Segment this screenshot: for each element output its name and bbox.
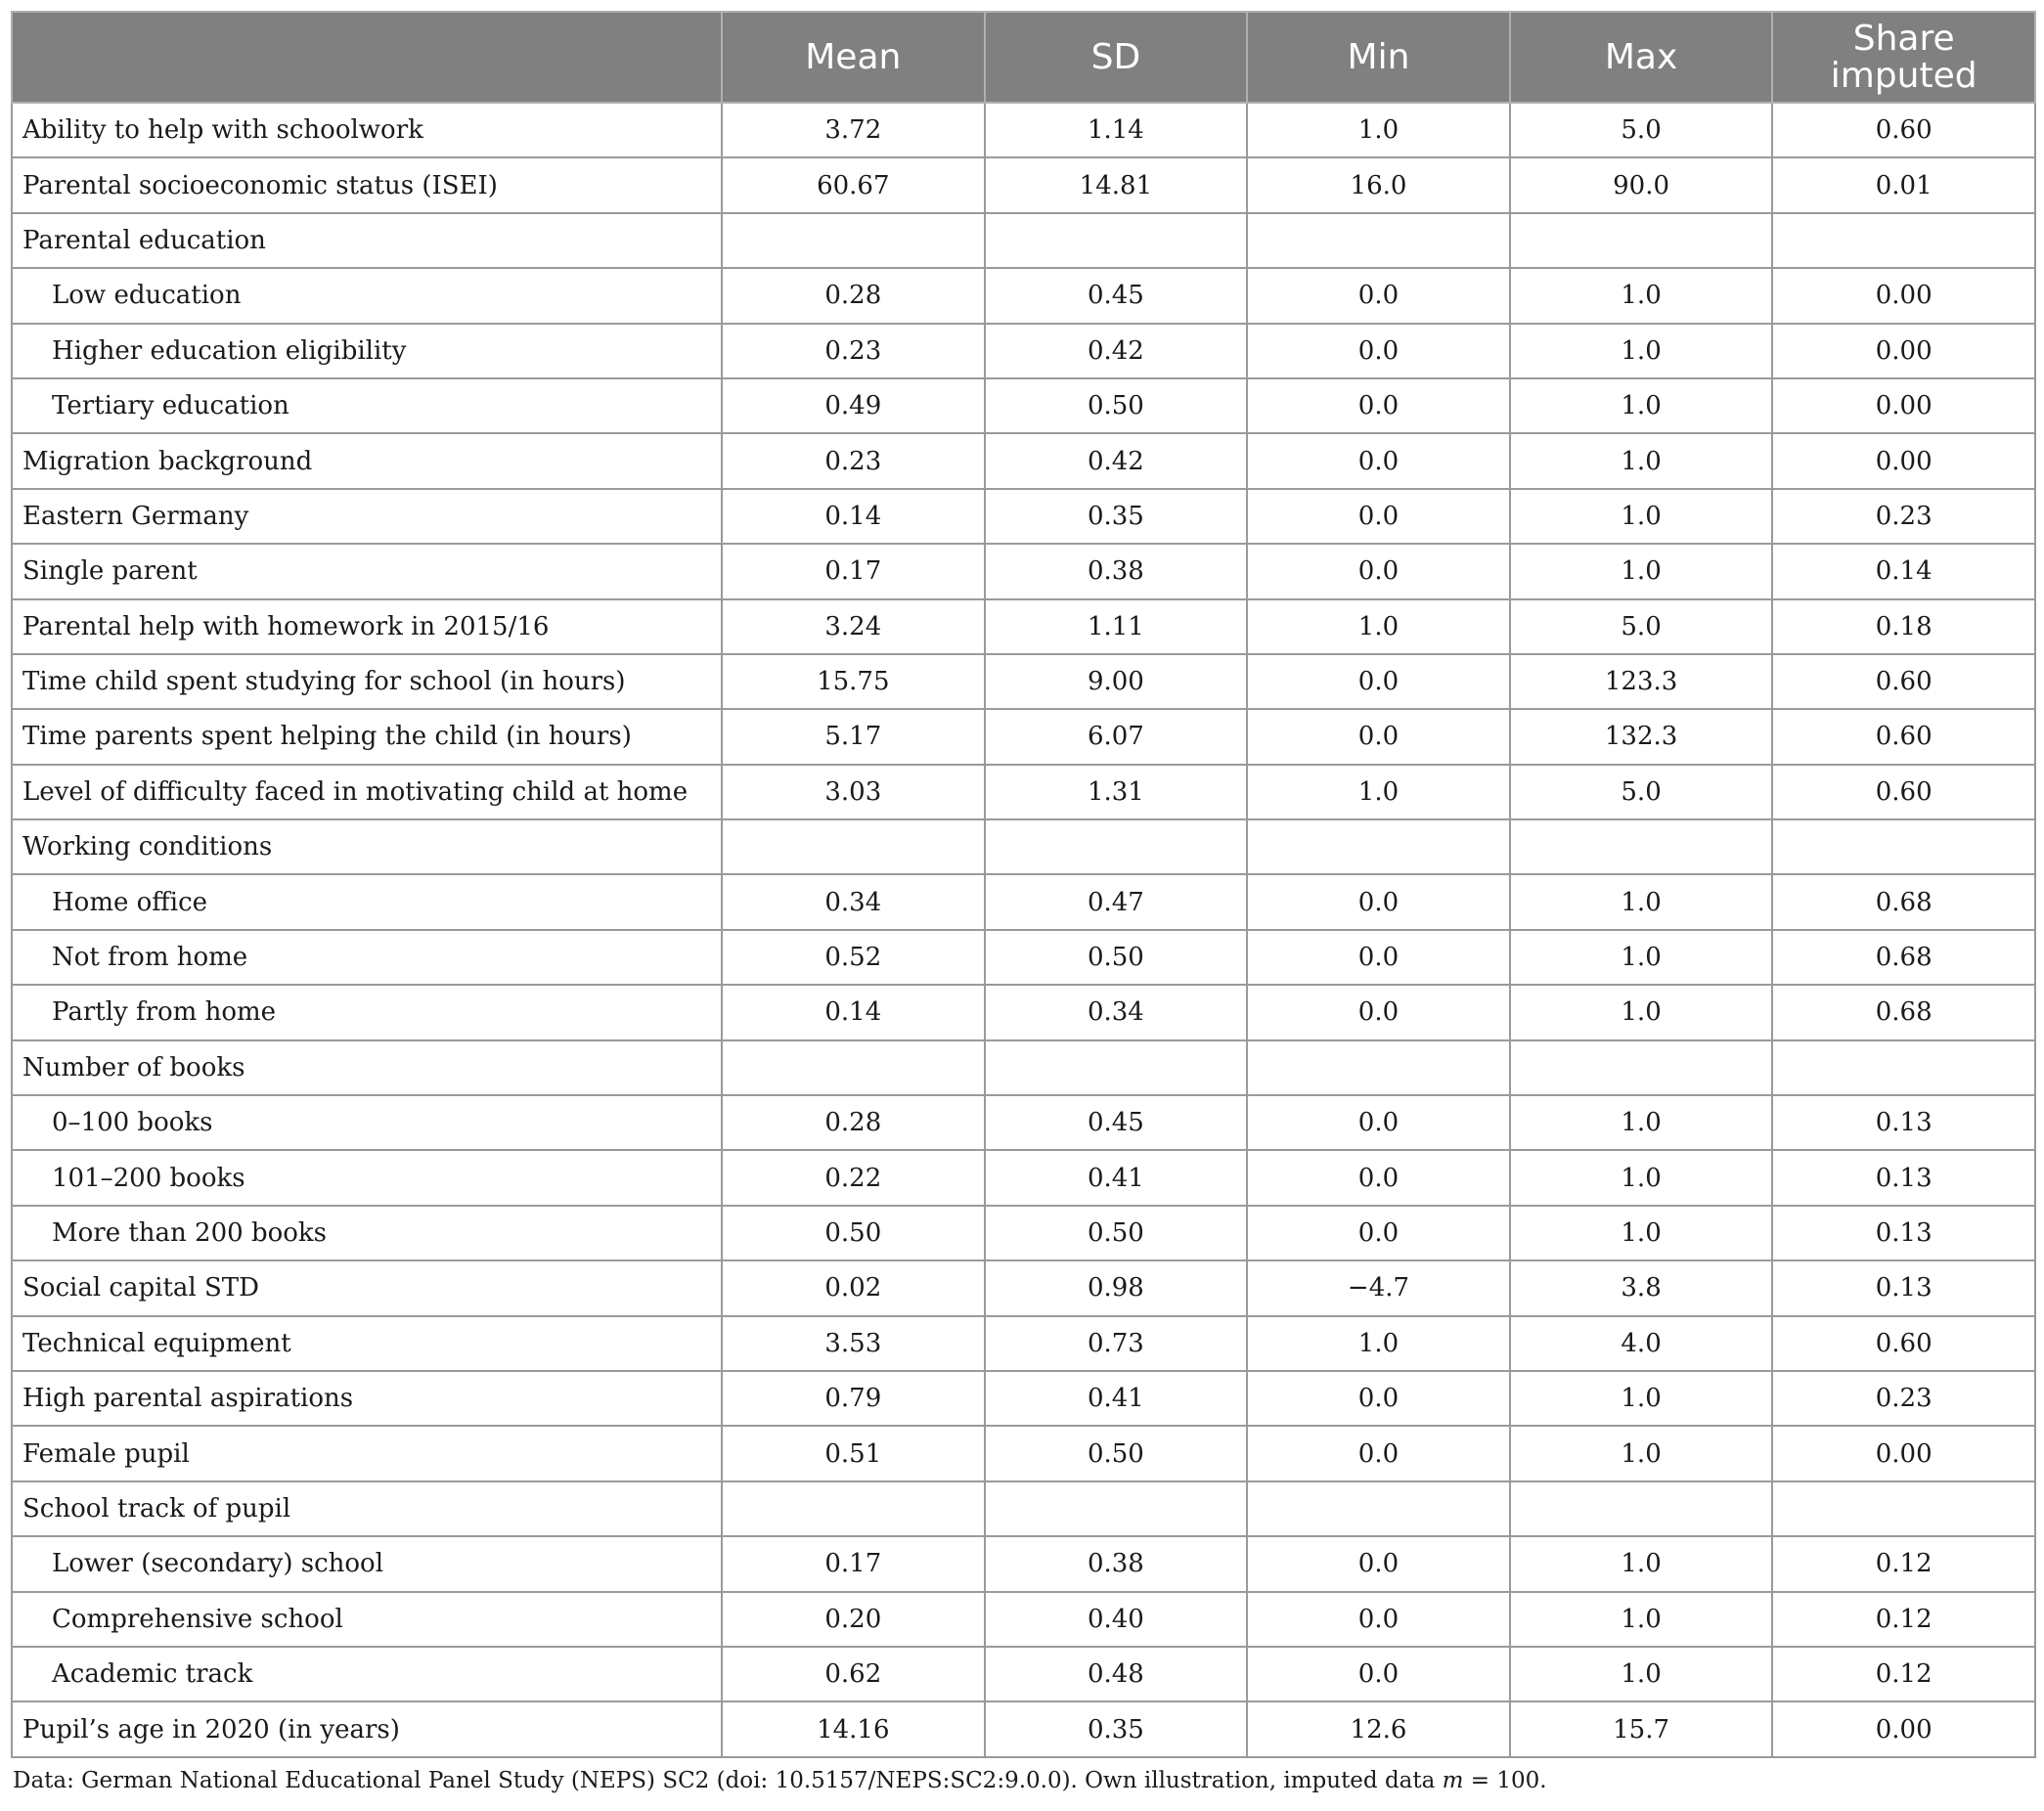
cell-max: 1.0 [1510, 489, 1773, 544]
cell-mean [722, 213, 985, 268]
table-row [12, 378, 2035, 433]
row-label: Female pupil [12, 1426, 722, 1480]
cell-share-imputed [1772, 1040, 2035, 1095]
cell-mean [722, 1040, 985, 1095]
cell-mean: 14.16 [722, 1701, 985, 1756]
row-label: Low education [12, 268, 722, 323]
cell-mean [722, 819, 985, 874]
table-row [12, 1260, 2035, 1315]
footnote-text: Data: German National Educational Panel Study (NEPS) SC2 (doi: 10.5157/NEPS:SC2:9.0.0). Own illustration, imputed data [13, 1767, 1443, 1793]
cell-mean: 0.49 [722, 378, 985, 433]
cell-mean: 0.14 [722, 985, 985, 1039]
cell-sd: 0.40 [985, 1592, 1248, 1647]
header-min: Min [1247, 12, 1510, 103]
cell-max: 1.0 [1510, 1095, 1773, 1150]
cell-sd: 0.47 [985, 874, 1248, 929]
table-row [12, 1371, 2035, 1426]
table-row [12, 489, 2035, 544]
cell-min [1247, 213, 1510, 268]
cell-share-imputed: 0.00 [1772, 378, 2035, 433]
cell-share-imputed: 0.60 [1772, 709, 2035, 764]
cell-min: 0.0 [1247, 489, 1510, 544]
cell-max: 132.3 [1510, 709, 1773, 764]
table-row [12, 103, 2035, 157]
cell-sd: 1.14 [985, 103, 1248, 157]
cell-share-imputed: 0.68 [1772, 985, 2035, 1039]
cell-max [1510, 213, 1773, 268]
table-row [12, 544, 2035, 598]
cell-share-imputed: 0.12 [1772, 1592, 2035, 1647]
cell-max: 1.0 [1510, 1647, 1773, 1701]
table-row [12, 433, 2035, 488]
cell-max: 5.0 [1510, 765, 1773, 819]
cell-share-imputed: 0.68 [1772, 874, 2035, 929]
cell-max: 1.0 [1510, 433, 1773, 488]
cell-mean: 0.50 [722, 1206, 985, 1260]
row-label: Comprehensive school [12, 1592, 722, 1647]
cell-min: 1.0 [1247, 103, 1510, 157]
table-body [12, 103, 2035, 1757]
cell-min: 12.6 [1247, 1701, 1510, 1756]
cell-share-imputed: 0.60 [1772, 654, 2035, 709]
cell-share-imputed: 0.68 [1772, 930, 2035, 985]
table-row [12, 157, 2035, 212]
header-sd: SD [985, 12, 1248, 103]
cell-sd: 0.35 [985, 1701, 1248, 1756]
cell-mean: 0.17 [722, 1536, 985, 1591]
row-label: School track of pupil [12, 1481, 722, 1536]
cell-share-imputed: 0.00 [1772, 1701, 2035, 1756]
table-row [12, 599, 2035, 654]
row-label: Working conditions [12, 819, 722, 874]
cell-min: 1.0 [1247, 765, 1510, 819]
cell-min: 0.0 [1247, 1592, 1510, 1647]
cell-max: 1.0 [1510, 1426, 1773, 1480]
cell-max: 4.0 [1510, 1316, 1773, 1371]
cell-share-imputed: 0.13 [1772, 1260, 2035, 1315]
cell-min: 0.0 [1247, 1206, 1510, 1260]
table-row [12, 654, 2035, 709]
table-row [12, 1592, 2035, 1647]
table-row [12, 1701, 2035, 1756]
table-row [12, 1040, 2035, 1095]
cell-sd: 0.41 [985, 1150, 1248, 1205]
cell-min: 0.0 [1247, 1095, 1510, 1150]
cell-share-imputed: 0.12 [1772, 1647, 2035, 1701]
table-row [12, 765, 2035, 819]
cell-sd: 0.42 [985, 324, 1248, 378]
cell-sd: 0.38 [985, 544, 1248, 598]
row-label: Single parent [12, 544, 722, 598]
table-header [12, 12, 2035, 103]
cell-max: 3.8 [1510, 1260, 1773, 1315]
row-label: Parental socioeconomic status (ISEI) [12, 157, 722, 212]
footnote-variable: m [1442, 1767, 1464, 1793]
cell-max: 1.0 [1510, 1150, 1773, 1205]
cell-sd: 0.50 [985, 1206, 1248, 1260]
cell-max: 1.0 [1510, 1592, 1773, 1647]
table-row [12, 1426, 2035, 1480]
cell-min: 0.0 [1247, 1647, 1510, 1701]
cell-max: 1.0 [1510, 930, 1773, 985]
cell-max: 1.0 [1510, 544, 1773, 598]
cell-sd: 0.35 [985, 489, 1248, 544]
cell-min: 0.0 [1247, 1536, 1510, 1591]
table-row [12, 819, 2035, 874]
row-label: Lower (secondary) school [12, 1536, 722, 1591]
footnote-suffix: = 100. [1463, 1767, 1547, 1793]
cell-max: 90.0 [1510, 157, 1773, 212]
cell-share-imputed: 0.23 [1772, 1371, 2035, 1426]
row-label: Tertiary education [12, 378, 722, 433]
cell-share-imputed: 0.23 [1772, 489, 2035, 544]
table-row [12, 268, 2035, 323]
cell-max: 1.0 [1510, 324, 1773, 378]
row-label: Eastern Germany [12, 489, 722, 544]
cell-share-imputed: 0.01 [1772, 157, 2035, 212]
cell-mean: 0.52 [722, 930, 985, 985]
cell-share-imputed: 0.60 [1772, 765, 2035, 819]
row-label: Number of books [12, 1040, 722, 1095]
cell-share-imputed [1772, 213, 2035, 268]
cell-share-imputed [1772, 819, 2035, 874]
cell-min: 0.0 [1247, 930, 1510, 985]
cell-sd: 0.98 [985, 1260, 1248, 1315]
table-row [12, 1481, 2035, 1536]
cell-sd: 0.50 [985, 930, 1248, 985]
cell-mean: 0.34 [722, 874, 985, 929]
cell-share-imputed: 0.18 [1772, 599, 2035, 654]
cell-min [1247, 1481, 1510, 1536]
table-row [12, 874, 2035, 929]
table-container [11, 11, 2034, 1793]
cell-sd: 0.38 [985, 1536, 1248, 1591]
cell-max: 1.0 [1510, 1371, 1773, 1426]
cell-max: 1.0 [1510, 874, 1773, 929]
cell-mean: 0.23 [722, 324, 985, 378]
cell-mean: 3.24 [722, 599, 985, 654]
table-row [12, 1206, 2035, 1260]
cell-mean: 0.51 [722, 1426, 985, 1480]
row-label: Pupil’s age in 2020 (in years) [12, 1701, 722, 1756]
cell-share-imputed: 0.13 [1772, 1095, 2035, 1150]
cell-mean: 3.03 [722, 765, 985, 819]
cell-mean: 0.17 [722, 544, 985, 598]
row-label: Ability to help with schoolwork [12, 103, 722, 157]
cell-sd: 0.50 [985, 378, 1248, 433]
cell-mean: 3.72 [722, 103, 985, 157]
row-label: Home office [12, 874, 722, 929]
cell-mean: 3.53 [722, 1316, 985, 1371]
cell-sd: 0.41 [985, 1371, 1248, 1426]
cell-share-imputed: 0.00 [1772, 324, 2035, 378]
cell-max [1510, 1040, 1773, 1095]
cell-max: 15.7 [1510, 1701, 1773, 1756]
cell-sd: 9.00 [985, 654, 1248, 709]
table-footnote [11, 1768, 2034, 1793]
cell-sd [985, 819, 1248, 874]
row-label: Social capital STD [12, 1260, 722, 1315]
row-label: Level of difficulty faced in motivating child at home [12, 765, 722, 819]
cell-share-imputed [1772, 1481, 2035, 1536]
cell-sd: 14.81 [985, 157, 1248, 212]
cell-sd: 0.48 [985, 1647, 1248, 1701]
header-row [12, 12, 2035, 103]
header-max: Max [1510, 12, 1773, 103]
table-row [12, 1647, 2035, 1701]
row-label: Time parents spent helping the child (in hours) [12, 709, 722, 764]
cell-share-imputed: 0.13 [1772, 1150, 2035, 1205]
cell-min: 16.0 [1247, 157, 1510, 212]
cell-max: 1.0 [1510, 1206, 1773, 1260]
cell-min: 0.0 [1247, 709, 1510, 764]
row-label: Technical equipment [12, 1316, 722, 1371]
cell-share-imputed: 0.14 [1772, 544, 2035, 598]
cell-sd: 0.45 [985, 1095, 1248, 1150]
cell-share-imputed: 0.13 [1772, 1206, 2035, 1260]
cell-share-imputed: 0.00 [1772, 268, 2035, 323]
cell-mean: 15.75 [722, 654, 985, 709]
cell-mean: 0.22 [722, 1150, 985, 1205]
cell-max: 123.3 [1510, 654, 1773, 709]
cell-sd: 6.07 [985, 709, 1248, 764]
cell-mean: 60.67 [722, 157, 985, 212]
header-mean: Mean [722, 12, 985, 103]
row-label: Higher education eligibility [12, 324, 722, 378]
cell-mean: 0.20 [722, 1592, 985, 1647]
cell-min: 0.0 [1247, 654, 1510, 709]
row-label: Migration background [12, 433, 722, 488]
cell-sd: 1.11 [985, 599, 1248, 654]
cell-max: 5.0 [1510, 103, 1773, 157]
cell-max: 1.0 [1510, 378, 1773, 433]
cell-sd: 0.42 [985, 433, 1248, 488]
table-row [12, 930, 2035, 985]
cell-mean: 0.28 [722, 1095, 985, 1150]
cell-sd [985, 1481, 1248, 1536]
row-label: Parental education [12, 213, 722, 268]
cell-min: 0.0 [1247, 324, 1510, 378]
cell-sd: 0.45 [985, 268, 1248, 323]
cell-sd: 0.34 [985, 985, 1248, 1039]
cell-min: 0.0 [1247, 874, 1510, 929]
cell-share-imputed: 0.00 [1772, 433, 2035, 488]
row-label: High parental aspirations [12, 1371, 722, 1426]
cell-mean: 0.28 [722, 268, 985, 323]
header-variable [12, 12, 722, 103]
table-row [12, 213, 2035, 268]
cell-max: 1.0 [1510, 985, 1773, 1039]
cell-max [1510, 1481, 1773, 1536]
cell-share-imputed: 0.00 [1772, 1426, 2035, 1480]
cell-mean: 0.62 [722, 1647, 985, 1701]
cell-min: 0.0 [1247, 544, 1510, 598]
header-share-imputed: Share imputed [1772, 12, 2035, 103]
table-row [12, 1536, 2035, 1591]
cell-min: −4.7 [1247, 1260, 1510, 1315]
cell-max [1510, 819, 1773, 874]
table-row [12, 324, 2035, 378]
cell-sd: 0.73 [985, 1316, 1248, 1371]
cell-min: 1.0 [1247, 599, 1510, 654]
cell-sd [985, 213, 1248, 268]
cell-sd: 0.50 [985, 1426, 1248, 1480]
descriptive-statistics-table [11, 11, 2036, 1758]
cell-min [1247, 1040, 1510, 1095]
cell-min: 0.0 [1247, 1371, 1510, 1426]
cell-share-imputed: 0.60 [1772, 1316, 2035, 1371]
row-label: Time child spent studying for school (in hours) [12, 654, 722, 709]
cell-mean: 0.23 [722, 433, 985, 488]
cell-min: 0.0 [1247, 985, 1510, 1039]
cell-mean: 0.02 [722, 1260, 985, 1315]
cell-min: 1.0 [1247, 1316, 1510, 1371]
cell-min: 0.0 [1247, 1150, 1510, 1205]
table-row [12, 1095, 2035, 1150]
row-label: Parental help with homework in 2015/16 [12, 599, 722, 654]
table-row [12, 1150, 2035, 1205]
cell-min: 0.0 [1247, 1426, 1510, 1480]
row-label: 0–100 books [12, 1095, 722, 1150]
cell-mean: 0.14 [722, 489, 985, 544]
cell-mean: 0.79 [722, 1371, 985, 1426]
cell-sd [985, 1040, 1248, 1095]
cell-share-imputed: 0.60 [1772, 103, 2035, 157]
table-row [12, 709, 2035, 764]
cell-max: 5.0 [1510, 599, 1773, 654]
cell-share-imputed: 0.12 [1772, 1536, 2035, 1591]
cell-sd: 1.31 [985, 765, 1248, 819]
table-row [12, 1316, 2035, 1371]
cell-min [1247, 819, 1510, 874]
row-label: Partly from home [12, 985, 722, 1039]
row-label: Academic track [12, 1647, 722, 1701]
table-row [12, 985, 2035, 1039]
cell-max: 1.0 [1510, 1536, 1773, 1591]
row-label: More than 200 books [12, 1206, 722, 1260]
cell-mean: 5.17 [722, 709, 985, 764]
cell-min: 0.0 [1247, 433, 1510, 488]
row-label: 101–200 books [12, 1150, 722, 1205]
cell-min: 0.0 [1247, 268, 1510, 323]
row-label: Not from home [12, 930, 722, 985]
cell-min: 0.0 [1247, 378, 1510, 433]
cell-max: 1.0 [1510, 268, 1773, 323]
cell-mean [722, 1481, 985, 1536]
